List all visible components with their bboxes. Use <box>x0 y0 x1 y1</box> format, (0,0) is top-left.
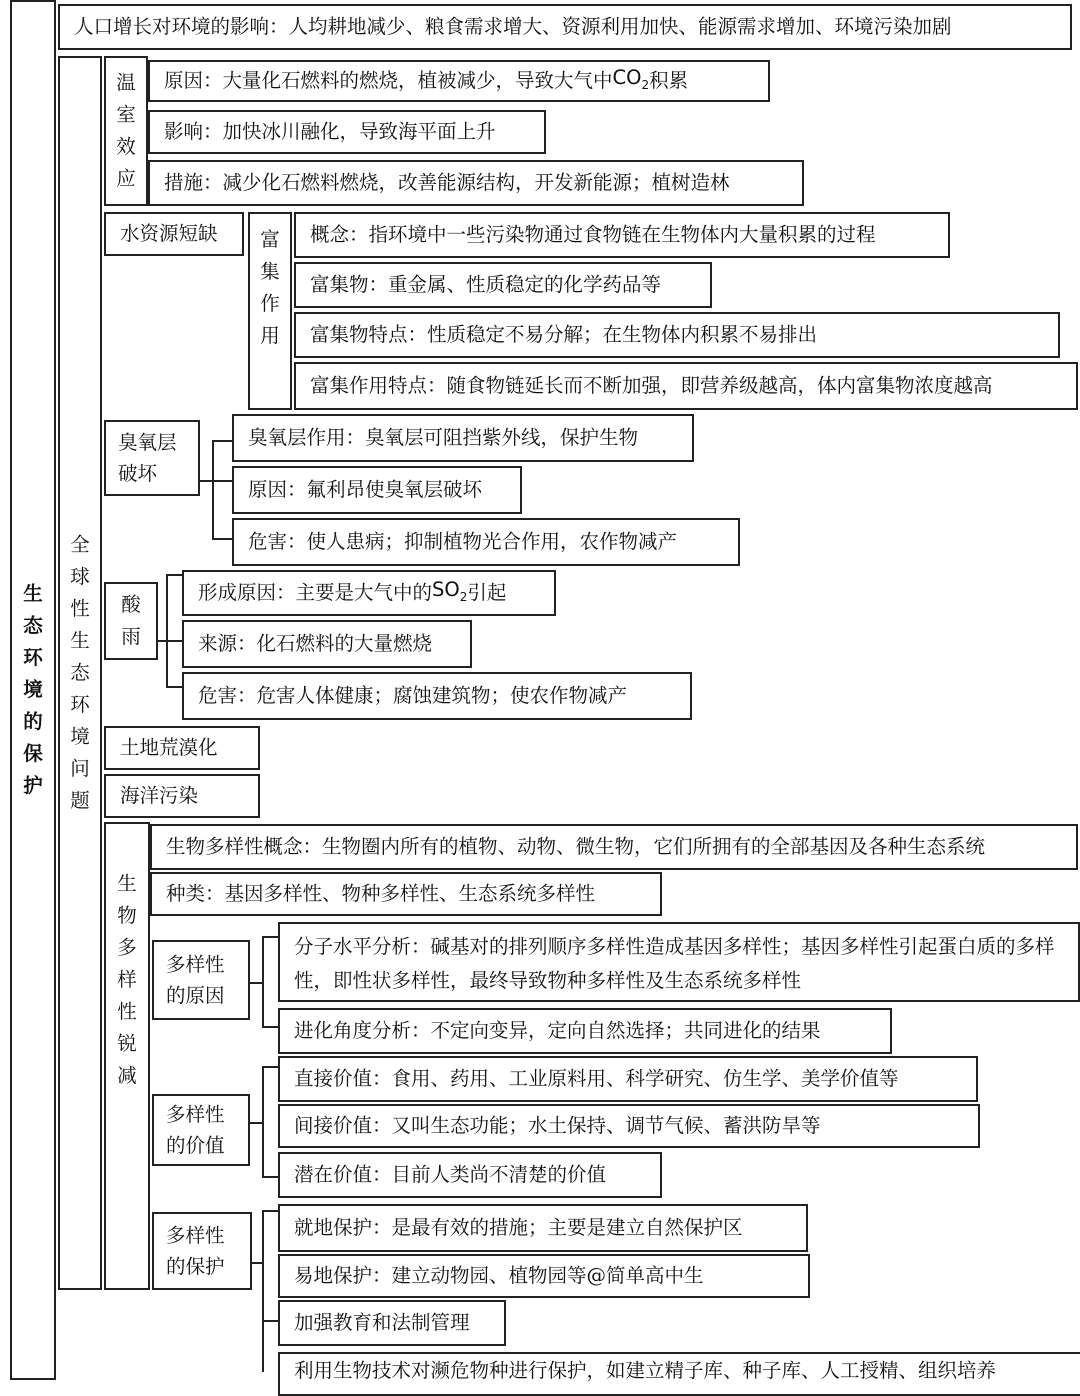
cause-molecular: 分子水平分析：碱基对的排列顺序多样性造成基因多样性；基因多样性引起蛋白质的多样性，即性状多样性，最终导致物种多样性及生态系统多样性 <box>278 922 1080 1002</box>
population-node: 人口增长对环境的影响：人均耕地减少、粮食需求增大、资源利用加快、能源需求增加、环境污染加剧 <box>58 4 1072 50</box>
causes-connector-v <box>262 936 264 1028</box>
greenhouse-node: 温室效应 <box>104 56 148 206</box>
cause-evolution: 进化角度分析：不定向变异，定向自然选择；共同进化的结果 <box>278 1008 892 1054</box>
values-tick-1 <box>262 1066 278 1068</box>
root-node: 生态环境的保护 <box>10 0 56 1380</box>
values-tick-3 <box>262 1176 278 1178</box>
global-issues-node: 全球性生态环境问题 <box>58 56 102 1290</box>
acid-rain-node: 酸雨 <box>104 582 158 660</box>
value-direct: 直接价值：食用、药用、工业原料用、科学研究、仿生学、美学价值等 <box>278 1056 978 1102</box>
ocean-pollution-node: 海洋污染 <box>104 774 260 818</box>
ozone-harm: 危害：使人患病；抑制植物光合作用，农作物减产 <box>232 518 740 566</box>
acid-rain-harm: 危害：危害人体健康；腐蚀建筑物；使农作物减产 <box>182 672 692 720</box>
acid-rain-cause: 形成原因：主要是大气中的 $SO_2$ 引起 <box>182 570 556 616</box>
desertification-node: 土地荒漠化 <box>104 726 260 770</box>
values-connector-v <box>262 1066 264 1178</box>
ozone-cause: 原因：氟利昂使臭氧层破坏 <box>232 466 522 514</box>
biodiversity-concept: 生物多样性概念：生物圈内所有的植物、动物、微生物，它们所拥有的全部基因及各种生态系统 <box>150 824 1078 870</box>
acid-connector-h <box>158 640 182 642</box>
so2-formula: $SO_2$ <box>432 577 468 604</box>
enrichment-concept: 概念：指环境中一些污染物通过食物链在生物体内大量积累的过程 <box>294 212 950 258</box>
biodiversity-node: 生物多样性锐减 <box>104 822 150 1290</box>
acid-rain-source: 来源：化石燃料的大量燃烧 <box>182 620 472 668</box>
biodiversity-types: 种类：基因多样性、物种多样性、生态系统多样性 <box>150 872 662 916</box>
ozone-node: 臭氧层破坏 <box>104 420 200 496</box>
protect-connector-v <box>262 1210 264 1372</box>
ozone-tick-1 <box>212 440 232 442</box>
greenhouse-effect: 影响：加快冰川融化，导致海平面上升 <box>148 110 546 154</box>
diversity-causes-node: 多样性的原因 <box>152 940 250 1020</box>
value-indirect: 间接价值：又叫生态功能；水土保持、调节气候、蓄洪防旱等 <box>278 1104 980 1148</box>
acid-tick-3 <box>166 686 182 688</box>
causes-tick-2 <box>262 1026 278 1028</box>
enrichment-substance-traits: 富集物特点：性质稳定不易分解；在生物体内积累不易排出 <box>294 312 1060 358</box>
greenhouse-cause: 原因：大量化石燃料的燃烧，植被减少，导致大气中 $CO_2$ 积累 <box>148 60 770 102</box>
diversity-values-node: 多样性的价值 <box>152 1094 250 1166</box>
protect-biotech: 利用生物技术对濒危物种进行保护，如建立精子库、种子库、人工授精、组织培养 <box>278 1352 1080 1396</box>
acid-connector-v <box>166 574 168 688</box>
diversity-protection-node: 多样性的保护 <box>152 1212 252 1290</box>
causes-tick-1 <box>262 936 278 938</box>
value-potential: 潜在价值：目前人类尚不清楚的价值 <box>278 1152 662 1198</box>
protect-tick-1 <box>262 1210 278 1212</box>
enrichment-substances: 富集物：重金属、性质稳定的化学药品等 <box>294 262 712 308</box>
protect-exsitu: 易地保护：建立动物园、植物园等@简单高中生 <box>278 1254 810 1298</box>
protect-insitu: 就地保护：是最有效的措施；主要是建立自然保护区 <box>278 1204 808 1252</box>
co2-formula: $CO_2$ <box>612 65 650 92</box>
ozone-tick-3 <box>212 538 232 540</box>
enrichment-process-traits: 富集作用特点：随食物链延长而不断加强，即营养级越高，体内富集物浓度越高 <box>294 362 1078 410</box>
protect-law: 加强教育和法制管理 <box>278 1300 506 1346</box>
acid-tick-1 <box>166 574 182 576</box>
protect-tick-3 <box>262 1320 278 1322</box>
water-shortage-node: 水资源短缺 <box>104 212 244 256</box>
ozone-connector-v <box>212 440 214 540</box>
greenhouse-measure: 措施：减少化石燃料燃烧，改善能源结构，开发新能源；植树造林 <box>148 160 804 206</box>
ozone-role: 臭氧层作用：臭氧层可阻挡紫外线，保护生物 <box>232 414 694 462</box>
ozone-connector-h <box>200 480 232 482</box>
enrichment-node: 富集作用 <box>248 212 292 410</box>
